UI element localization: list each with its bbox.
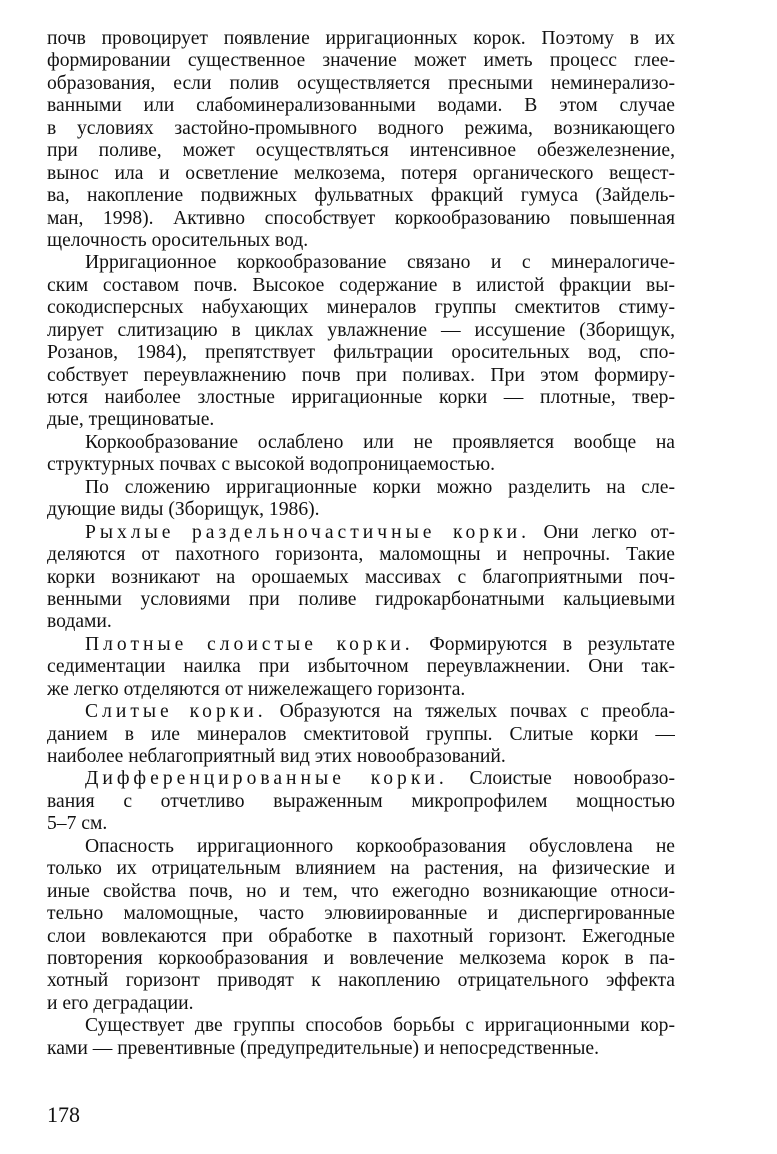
text-line	[47, 768, 675, 790]
paragraph	[47, 634, 675, 701]
text-line: 5–7 см.	[47, 813, 108, 835]
page-body	[47, 28, 675, 1060]
text-line: вания с отчетливо выраженным микропрофилем мощностью	[47, 790, 675, 812]
paragraph	[47, 768, 675, 835]
text-line: вынос ила и осветление мелкозема, потеря органического вещест-	[47, 162, 675, 184]
text-fragment: Они легко от-	[543, 521, 675, 543]
text-line: ками — превентивные (предупредительные) и непосредственные.	[47, 1037, 600, 1059]
paragraph	[47, 701, 675, 768]
text-line: ским составом почв. Высокое содержание в илистой фракции вы-	[47, 274, 675, 296]
text-fragment: Образуются на тяжелых почвах с преобла-	[279, 701, 675, 723]
text-fragment: Формируются в результате	[429, 633, 675, 655]
text-line: при поливе, может осуществляться интенсивное обезжелезнение,	[47, 140, 675, 162]
text-line: Коркообразование ослаблено или не проявляется вообще на	[85, 431, 675, 453]
paragraph	[47, 522, 675, 634]
page-number: 178	[47, 1102, 80, 1127]
text-line: почв провоцирует появление ирригационных корок. Поэтому в их	[47, 28, 675, 49]
text-line: ются наиболее злостные ирригационные корки — плотные, твер-	[47, 387, 675, 408]
text-fragment: Слоистые новообразо-	[469, 768, 675, 790]
text-line: Опасность ирригационного коркообразования обусловлена не	[85, 835, 675, 857]
spaced-term: Слитые корки.	[85, 701, 267, 723]
text-line: хотный горизонт приводят к накоплению отрицательного эффекта	[47, 970, 675, 992]
paragraph	[47, 28, 675, 252]
text-line: тельно маломощные, часто элювиированные и диспергированные	[47, 903, 675, 925]
text-line: корки возникают на орошаемых массивах с благоприятными поч-	[47, 566, 675, 588]
text-line: образования, если полив осуществляется пресными неминерализо-	[47, 72, 675, 94]
text-line: лирует слитизацию в циклах увлажнение — иссушение (Зборищук,	[47, 319, 675, 341]
text-line	[47, 701, 675, 723]
text-line: слои вовлекаются при обработке в пахотный горизонт. Ежегодные	[47, 925, 675, 947]
paragraph	[47, 477, 675, 522]
text-line: только их отрицательным влиянием на растения, на физические и	[47, 858, 675, 880]
text-line	[47, 634, 675, 656]
text-line: формировании существенное значение может иметь процесс глее-	[47, 50, 675, 72]
text-line: данием в иле минералов смектитовой группы. Слитые корки —	[47, 723, 675, 745]
text-line: Существует две группы способов борьбы с ирригационными кор-	[85, 1015, 675, 1037]
paragraph	[47, 432, 675, 477]
spaced-term: Плотные слоистые корки.	[85, 633, 414, 655]
text-line: структурных почвах с высокой водопроницаемостью.	[47, 454, 496, 476]
text-line: ванными или слабоминерализованными водами. В этом случае	[47, 95, 675, 117]
text-line: же легко отделяются от нижележащего горизонта.	[47, 678, 466, 700]
text-line: наиболее неблагоприятный вид этих новообразований.	[47, 746, 506, 767]
text-line	[47, 522, 675, 544]
text-line: и его деградации.	[47, 992, 194, 1014]
text-line: венными условиями при поливе гидрокарбонатными кальциевыми	[47, 588, 675, 610]
text-line: в условиях застойно-промывного водного режима, возникающего	[47, 117, 675, 139]
text-line: щелочность оросительных вод.	[47, 229, 309, 251]
text-line: ва, накопление подвижных фульватных фракций гумуса (Зайдель-	[47, 185, 675, 207]
paragraph	[47, 836, 675, 1016]
paragraph	[47, 252, 675, 432]
text-line: дующие виды (Зборищук, 1986).	[47, 499, 320, 521]
text-line: дые, трещиноватые.	[47, 409, 215, 431]
text-line: Ирригационное коркообразование связано и с минералогиче-	[85, 252, 675, 274]
spaced-term: Дифференцированные корки.	[85, 768, 448, 790]
text-line: Розанов, 1984), препятствует фильтрации оросительных вод, спо-	[47, 342, 675, 364]
text-line: сокодисперсных набухающих минералов группы смектитов стиму-	[47, 297, 675, 319]
text-line: деляются от пахотного горизонта, маломощны и непрочны. Такие	[47, 544, 675, 566]
text-line: повторения коркообразования и вовлечение мелкозема корок в па-	[47, 947, 675, 969]
text-line: собствует переувлажнению почв при поливах. При этом формиру-	[47, 364, 675, 386]
text-line: По сложению ирригационные корки можно разделить на сле-	[85, 476, 675, 498]
text-line: водами.	[47, 611, 112, 633]
paragraph	[47, 1015, 675, 1060]
text-line: седиментации наилка при избыточном переувлажнении. Они так-	[47, 656, 675, 678]
text-line: ман, 1998). Активно способствует коркообразованию повышенная	[47, 207, 675, 229]
spaced-term: Рыхлые раздельночастичные корки.	[85, 521, 530, 543]
text-line: иные свойства почв, но и тем, что ежегодно возникающие относи-	[47, 880, 675, 902]
